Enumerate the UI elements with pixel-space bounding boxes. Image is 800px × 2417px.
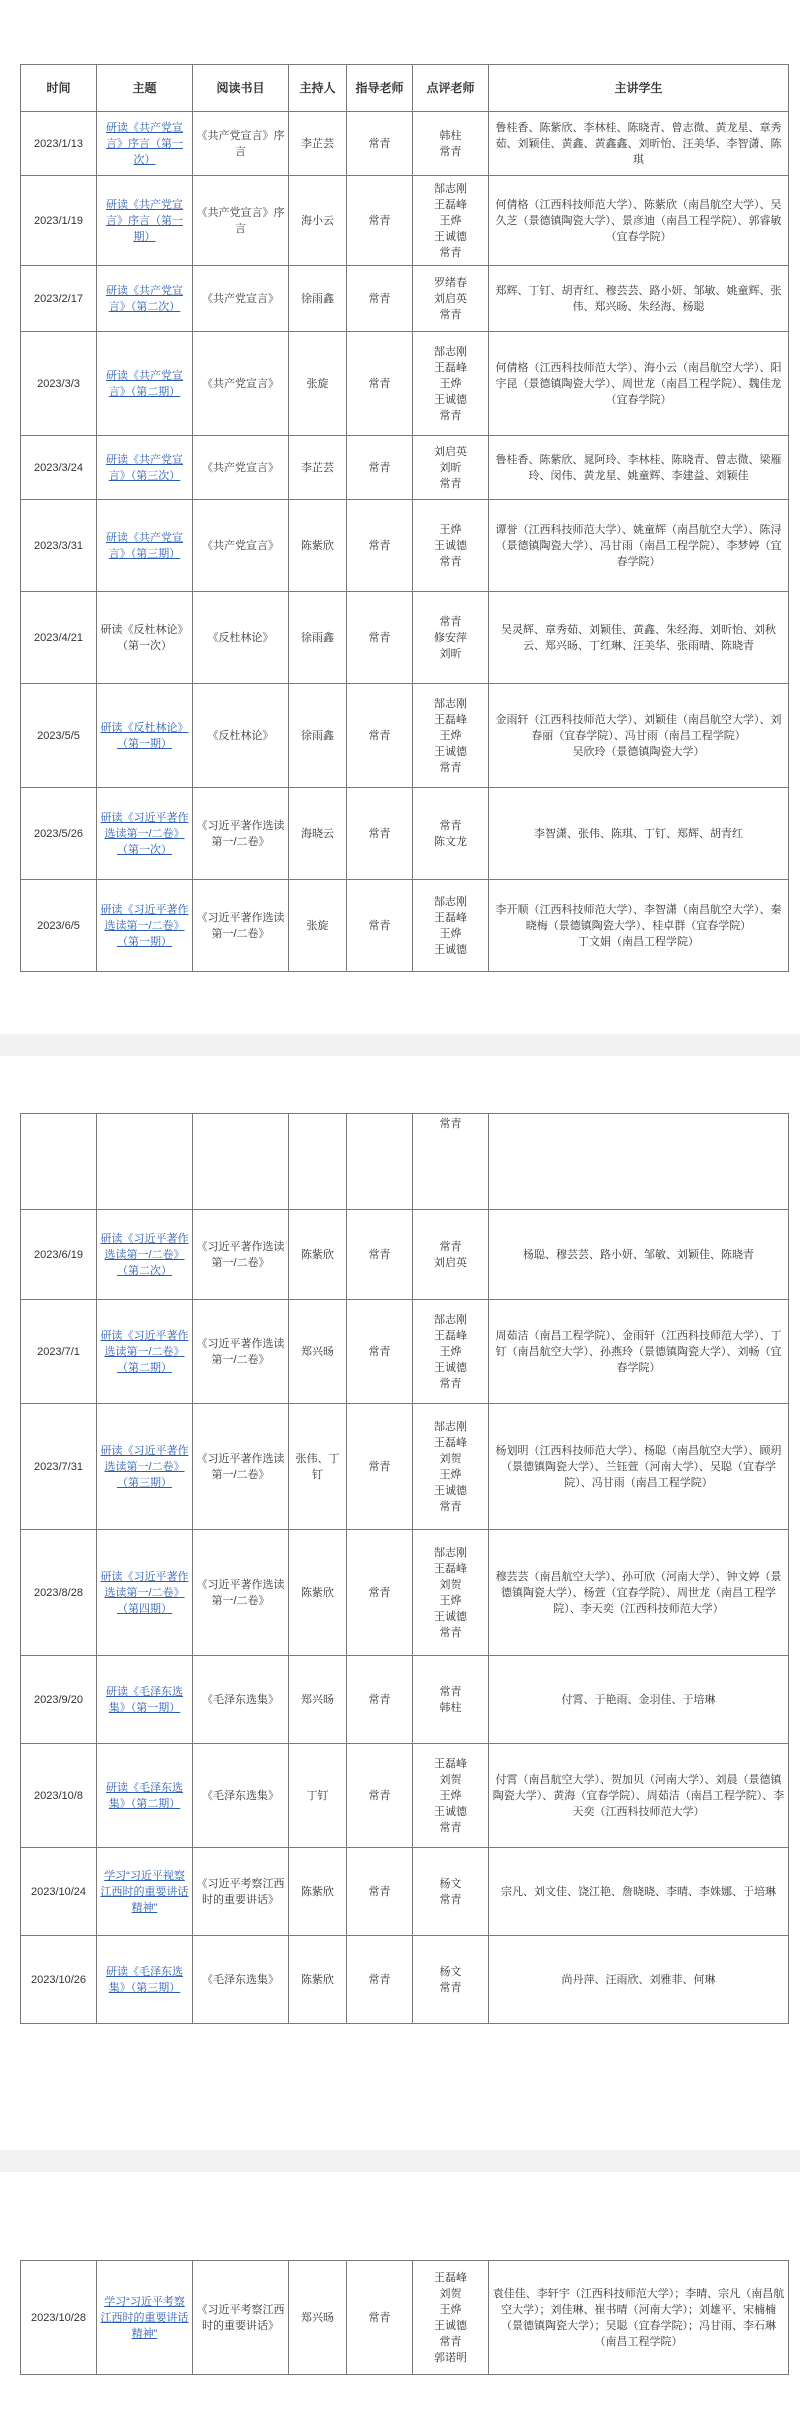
cell-date: 2023/5/26 <box>21 788 97 880</box>
reviewer-name: 王磊峰 <box>434 1757 467 1770</box>
reviewer-name: 王磊峰 <box>434 198 467 211</box>
topic-link[interactable]: 研读《共产党宣言》（第三次） <box>106 453 183 482</box>
table-row <box>21 1210 789 1300</box>
cell-date: 2023/6/5 <box>21 880 97 972</box>
topic-link[interactable]: 研读《毛泽东选集》（第一期） <box>106 1685 183 1714</box>
cell-advisor: 常青 <box>347 266 413 332</box>
cell-students <box>489 880 789 972</box>
reading-schedule-table <box>20 64 789 972</box>
cell-reviewers <box>413 1210 489 1300</box>
cell-date: 2023/3/31 <box>21 500 97 592</box>
cell-reviewers <box>413 1656 489 1744</box>
reviewer-name: 王磊峰 <box>434 911 467 924</box>
student-list: 尚丹萍、汪雨欣、刘雅菲、何琳 <box>561 1973 716 1986</box>
table-row <box>21 788 789 880</box>
cell-reviewers <box>413 332 489 436</box>
cell-date: 2023/2/17 <box>21 266 97 332</box>
reviewer-name: 杨文 <box>439 1965 462 1978</box>
reading-schedule-table <box>20 1113 789 2024</box>
cell-students <box>489 500 789 592</box>
cell-reviewers <box>413 788 489 880</box>
cell-students <box>489 332 789 436</box>
table-row <box>21 1848 789 1936</box>
reviewer-name: 常青 <box>439 145 462 158</box>
cell-topic <box>97 1848 193 1936</box>
cell-host: 张旋 <box>289 332 347 436</box>
reviewer-name: 王烨 <box>439 729 462 742</box>
reviewer-name: 刘贺 <box>439 1452 462 1465</box>
cell-book: 《习近平著作选读第一/二卷》 <box>193 1404 289 1530</box>
table-panel-1 <box>20 64 788 972</box>
cell-topic <box>97 880 193 972</box>
topic-link[interactable]: 研读《习近平著作选读第一/二卷》（第一期） <box>100 903 189 948</box>
reviewer-name: 王诚德 <box>434 1805 467 1818</box>
reviewer-name: 常青 <box>439 1821 462 1834</box>
cell-topic <box>97 684 193 788</box>
reviewer-name: 刘贺 <box>439 1578 462 1591</box>
table-row <box>21 1114 789 1210</box>
cell-students <box>489 176 789 266</box>
reviewer-name: 王诚德 <box>434 943 467 956</box>
page-gap <box>0 2150 800 2172</box>
cell-host: 张旋 <box>289 880 347 972</box>
cell-book: 《毛泽东选集》 <box>193 1656 289 1744</box>
cell-book: 《共产党宣言》序言 <box>193 112 289 176</box>
cell-topic <box>97 1114 193 1210</box>
cell-students <box>489 266 789 332</box>
cell-topic <box>97 1210 193 1300</box>
reviewer-name: 刘启英 <box>434 1256 467 1269</box>
student-list: 杨聪、穆芸芸、路小妍、邹敏、刘颖佳、陈晓青 <box>523 1248 754 1261</box>
cell-host <box>289 1114 347 1210</box>
cell-topic <box>97 592 193 684</box>
cell-book: 《共产党宣言》 <box>193 332 289 436</box>
reviewer-name: 郭诺明 <box>434 2351 467 2364</box>
cell-advisor: 常青 <box>347 112 413 176</box>
cell-host: 陈紫欣 <box>289 1936 347 2024</box>
cell-students <box>489 1300 789 1404</box>
cell-topic <box>97 436 193 500</box>
table-row <box>21 436 789 500</box>
reviewer-name: 常青 <box>439 1685 462 1698</box>
cell-advisor: 常青 <box>347 1300 413 1404</box>
reviewer-name: 常青 <box>439 409 462 422</box>
student-list: 何倩格（江西科技师范大学）、陈紫欣（南昌航空大学）、吴久芝（景德镇陶瓷大学）、景彦迪（南昌工程学院）、郭睿敏（宜春学院） <box>495 198 782 243</box>
cell-topic <box>97 2261 193 2375</box>
reviewer-name: 郜志刚 <box>434 182 467 195</box>
reviewer-name: 常青 <box>439 308 462 321</box>
topic-link[interactable]: 学习“习近平视察江西时的重要讲话精神” <box>100 1869 189 1914</box>
student-list: 丁文娟（南昌工程学院） <box>578 935 699 948</box>
header-date: 时间 <box>21 65 97 112</box>
cell-date: 2023/10/28 <box>21 2261 97 2375</box>
cell-host: 陈紫欣 <box>289 1530 347 1656</box>
reviewer-name: 王烨 <box>439 214 462 227</box>
cell-topic <box>97 1300 193 1404</box>
cell-reviewers <box>413 880 489 972</box>
reviewer-name: 郜志刚 <box>434 1546 467 1559</box>
cell-date: 2023/5/5 <box>21 684 97 788</box>
reviewer-name: 刘启英 <box>434 445 467 458</box>
topic-link[interactable]: 研读《共产党宣言》（第三期） <box>106 531 183 560</box>
reviewer-name: 王烨 <box>439 1594 462 1607</box>
cell-students <box>489 1744 789 1848</box>
cell-host: 郑兴旸 <box>289 1656 347 1744</box>
cell-date: 2023/7/1 <box>21 1300 97 1404</box>
cell-host: 李芷芸 <box>289 436 347 500</box>
cell-topic <box>97 112 193 176</box>
reviewer-name: 常青 <box>439 1981 462 1994</box>
topic-link[interactable]: 研读《习近平著作选读第一/二卷》（第四期） <box>100 1570 189 1615</box>
cell-book: 《习近平著作选读第一/二卷》 <box>193 880 289 972</box>
cell-students <box>489 1936 789 2024</box>
cell-date: 2023/9/20 <box>21 1656 97 1744</box>
topic-link[interactable]: 研读《共产党宣言》（第二次） <box>106 284 183 313</box>
cell-host: 丁钉 <box>289 1744 347 1848</box>
topic-link[interactable]: 研读《习近平著作选读第一/二卷》（第二次） <box>100 1232 189 1277</box>
topic-link[interactable]: 研读《反杜林论》（第一期） <box>100 721 189 750</box>
cell-date <box>21 1114 97 1210</box>
reviewer-name: 郜志刚 <box>434 345 467 358</box>
student-list: 杨划明（江西科技师范大学）、杨聪（南昌航空大学）、顾玥（景德镇陶瓷大学）、兰钰萱（河南大学）、吴聪（宜春学院）、冯甘雨（南昌工程学院） <box>495 1444 782 1489</box>
table-row <box>21 332 789 436</box>
reviewer-name: 陈文龙 <box>434 835 467 848</box>
reviewer-name: 王磊峰 <box>434 2271 467 2284</box>
cell-reviewers <box>413 1744 489 1848</box>
header-host: 主持人 <box>289 65 347 112</box>
table-row <box>21 266 789 332</box>
cell-topic <box>97 1744 193 1848</box>
cell-students <box>489 1404 789 1530</box>
reviewer-name: 常青 <box>439 1893 462 1906</box>
reviewer-name: 刘贺 <box>439 2287 462 2300</box>
cell-topic <box>97 1530 193 1656</box>
header-students: 主讲学生 <box>489 65 789 112</box>
topic-link[interactable]: 研读《毛泽东选集》（第二期） <box>106 1781 183 1810</box>
student-list: 穆芸芸（南昌航空大学）、孙可欣（河南大学）、钟文婷（景德镇陶瓷大学）、杨萱（宜春学院）、周世龙（南昌工程学院）、李天奕（江西科技师范大学） <box>495 1570 782 1615</box>
cell-advisor: 常青 <box>347 176 413 266</box>
cell-book: 《反杜林论》 <box>193 684 289 788</box>
cell-reviewers <box>413 1848 489 1936</box>
cell-host: 徐雨鑫 <box>289 266 347 332</box>
cell-date: 2023/10/24 <box>21 1848 97 1936</box>
cell-book: 《习近平著作选读第一/二卷》 <box>193 788 289 880</box>
cell-advisor: 常青 <box>347 1530 413 1656</box>
reviewer-name: 王烨 <box>439 2303 462 2316</box>
table-row <box>21 684 789 788</box>
student-list: 吴欣玲（景德镇陶瓷大学） <box>572 745 705 758</box>
cell-students <box>489 436 789 500</box>
table-row <box>21 880 789 972</box>
reviewer-name: 修安萍 <box>434 631 467 644</box>
header-book: 阅读书目 <box>193 65 289 112</box>
page-gap <box>0 1034 800 1056</box>
cell-host: 郑兴旸 <box>289 2261 347 2375</box>
cell-reviewers <box>413 436 489 500</box>
cell-book: 《习近平著作选读第一/二卷》 <box>193 1300 289 1404</box>
cell-reviewers <box>413 1936 489 2024</box>
cell-date: 2023/3/3 <box>21 332 97 436</box>
reviewer-name: 郜志刚 <box>434 895 467 908</box>
reviewer-name: 常青 <box>439 477 462 490</box>
cell-advisor <box>347 1114 413 1210</box>
cell-advisor: 常青 <box>347 1210 413 1300</box>
cell-topic <box>97 1936 193 2024</box>
reviewer-name: 刘贺 <box>439 1773 462 1786</box>
reviewer-name: 郜志刚 <box>434 697 467 710</box>
cell-students <box>489 112 789 176</box>
cell-date: 2023/3/24 <box>21 436 97 500</box>
cell-reviewers <box>413 1114 489 1210</box>
student-list: 周茹洁（南昌工程学院）、金雨轩（江西科技师范大学）、丁钉（南昌航空大学）、孙燕玲（景德镇陶瓷大学）、刘畅（宜春学院） <box>495 1329 782 1374</box>
table-header-row <box>21 65 789 112</box>
topic-link[interactable]: 学习“习近平考察江西时的重要讲话精神” <box>100 2295 189 2340</box>
cell-topic <box>97 500 193 592</box>
reviewer-name: 常青 <box>439 1240 462 1253</box>
student-list: 谭誉（江西科技师范大学）、姚童辉（南昌航空大学）、陈浔（景德镇陶瓷大学）、冯甘雨（南昌工程学院）、李梦婷（宜春学院） <box>495 523 782 568</box>
student-list: 付霄、于艳雨、金羽佳、于培琳 <box>561 1693 716 1706</box>
topic-link[interactable]: 研读《共产党宣言》序言（第一次） <box>106 121 183 166</box>
cell-advisor: 常青 <box>347 592 413 684</box>
cell-advisor: 常青 <box>347 788 413 880</box>
cell-book: 《共产党宣言》序言 <box>193 176 289 266</box>
cell-advisor: 常青 <box>347 684 413 788</box>
cell-students <box>489 2261 789 2375</box>
reviewer-name: 罗绪春 <box>434 276 467 289</box>
reviewer-name: 刘昕 <box>439 461 462 474</box>
reviewer-name: 常青 <box>439 1500 462 1513</box>
cell-advisor: 常青 <box>347 2261 413 2375</box>
cell-reviewers <box>413 1404 489 1530</box>
cell-book: 《习近平著作选读第一/二卷》 <box>193 1210 289 1300</box>
student-list: 付霄（南昌航空大学）、贺加贝（河南大学）、刘晨（景德镇陶瓷大学）、黄海（宜春学院）、周茹洁（南昌工程学院）、李天奕（江西科技师范大学） <box>492 1773 785 1818</box>
cell-date: 2023/4/21 <box>21 592 97 684</box>
cell-date: 2023/10/26 <box>21 1936 97 2024</box>
table-body <box>21 1114 789 2024</box>
topic-link[interactable]: 研读《习近平著作选读第一/二卷》（第二期） <box>100 1329 189 1374</box>
reviewer-name: 王诚德 <box>434 2319 467 2332</box>
cell-advisor: 常青 <box>347 332 413 436</box>
reviewer-name: 王烨 <box>439 1789 462 1802</box>
cell-advisor: 常青 <box>347 1404 413 1530</box>
table-row <box>21 112 789 176</box>
table-row <box>21 176 789 266</box>
cell-date: 2023/8/28 <box>21 1530 97 1656</box>
header-topic: 主题 <box>97 65 193 112</box>
student-list: 袁佳佳、李轩宇（江西科技师范大学）；李晴、宗凡（南昌航空大学）；刘佳琳、崔书晴（河南大学）；刘雄平、宋楠楠（景德镇陶瓷大学）；吴聪（宜春学院）；冯甘雨、李石琳（南昌工程学院） <box>492 2287 785 2348</box>
cell-host: 李芷芸 <box>289 112 347 176</box>
topic-link[interactable]: 研读《毛泽东选集》（第三期） <box>106 1965 183 1994</box>
reviewer-name: 王诚德 <box>434 745 467 758</box>
reviewer-name: 常青 <box>439 1377 462 1390</box>
reviewer-name: 王磊峰 <box>434 1329 467 1342</box>
cell-advisor: 常青 <box>347 1848 413 1936</box>
reviewer-name: 韩柱 <box>439 129 462 142</box>
cell-advisor: 常青 <box>347 500 413 592</box>
cell-topic <box>97 332 193 436</box>
cell-book: 《习近平考察江西时的重要讲话》 <box>193 2261 289 2375</box>
cell-topic <box>97 176 193 266</box>
cell-students <box>489 1848 789 1936</box>
cell-host: 张伟、丁钉 <box>289 1404 347 1530</box>
cell-date: 2023/10/8 <box>21 1744 97 1848</box>
cell-reviewers <box>413 176 489 266</box>
reviewer-name: 郜志刚 <box>434 1313 467 1326</box>
cell-reviewers <box>413 112 489 176</box>
cell-host: 徐雨鑫 <box>289 592 347 684</box>
table-row <box>21 1300 789 1404</box>
cell-host: 陈紫欣 <box>289 1210 347 1300</box>
student-list: 金雨轩（江西科技师范大学）、刘颖佳（南昌航空大学）、刘春丽（宜春学院）、冯甘雨（南昌工程学院） <box>495 713 782 742</box>
student-list: 鲁桂香、陈紫欣、晁阿玲、李林桂、陈晓青、曾志微、梁雁玲、闵伟、黄龙星、姚童辉、李建益、刘颖佳 <box>495 453 782 482</box>
reviewer-name: 王诚德 <box>434 1484 467 1497</box>
cell-host: 海晓云 <box>289 788 347 880</box>
cell-students <box>489 592 789 684</box>
cell-date: 2023/6/19 <box>21 1210 97 1300</box>
cell-book: 《习近平著作选读第一/二卷》 <box>193 1530 289 1656</box>
table-row <box>21 1744 789 1848</box>
cell-reviewers <box>413 684 489 788</box>
student-list: 何倩格（江西科技师范大学）、海小云（南昌航空大学）、阳宇昆（景德镇陶瓷大学）、周世龙（南昌工程学院）、魏佳龙（宜春学院） <box>495 361 782 406</box>
reviewer-name: 王烨 <box>439 377 462 390</box>
cell-advisor: 常青 <box>347 1744 413 1848</box>
student-list: 李开顺（江西科技师范大学）、李智潇（南昌航空大学）、秦晓梅（景德镇陶瓷大学）、桂卓群（宜春学院） <box>495 903 782 932</box>
header-reviewers: 点评老师 <box>413 65 489 112</box>
cell-host: 海小云 <box>289 176 347 266</box>
topic-link[interactable]: 研读《共产党宣言》（第二期） <box>106 369 183 398</box>
cell-students <box>489 684 789 788</box>
table-panel-3 <box>20 2260 788 2375</box>
reviewer-name: 王诚德 <box>434 539 467 552</box>
cell-book: 《毛泽东选集》 <box>193 1744 289 1848</box>
reviewer-name: 王磊峰 <box>434 713 467 726</box>
reviewer-name: 常青 <box>439 2335 462 2348</box>
student-list: 李智潇、张伟、陈琪、丁钉、郑辉、胡青红 <box>534 827 743 840</box>
cell-date: 2023/1/13 <box>21 112 97 176</box>
reviewer-name: 王烨 <box>439 523 462 536</box>
reviewer-name: 王诚德 <box>434 393 467 406</box>
table-body <box>21 2261 789 2375</box>
reviewer-name: 常青 <box>439 1118 462 1130</box>
topic-link[interactable]: 研读《习近平著作选读第一/二卷》（第一次） <box>100 811 189 856</box>
reviewer-name: 郜志刚 <box>434 1420 467 1433</box>
reviewer-name: 王诚德 <box>434 1361 467 1374</box>
reviewer-name: 杨文 <box>439 1877 462 1890</box>
topic-link[interactable]: 研读《习近平著作选读第一/二卷》（第三期） <box>100 1444 189 1489</box>
student-list: 吴灵辉、章秀茹、刘颖佳、黄鑫、朱经海、刘昕怡、刘秋云、郑兴旸、丁红琳、汪美华、张雨晴、陈晓青 <box>501 623 776 652</box>
reviewer-name: 韩柱 <box>439 1701 462 1714</box>
cell-topic <box>97 788 193 880</box>
reviewer-name: 王诚德 <box>434 1610 467 1623</box>
cell-book: 《共产党宣言》 <box>193 500 289 592</box>
cell-date: 2023/1/19 <box>21 176 97 266</box>
cell-host: 郑兴旸 <box>289 1300 347 1404</box>
cell-host: 陈紫欣 <box>289 500 347 592</box>
reviewer-name: 王烨 <box>439 927 462 940</box>
topic-link[interactable]: 研读《共产党宣言》序言（第一期） <box>106 198 183 243</box>
topic-text: 研读《反杜林论》（第一次） <box>100 623 189 652</box>
cell-advisor: 常青 <box>347 1936 413 2024</box>
cell-students <box>489 1530 789 1656</box>
table-row <box>21 1530 789 1656</box>
table-panel-2 <box>20 1113 788 2024</box>
table-row <box>21 2261 789 2375</box>
cell-book: 《习近平考察江西时的重要讲话》 <box>193 1848 289 1936</box>
reviewer-name: 刘昕 <box>439 647 462 660</box>
cell-book <box>193 1114 289 1210</box>
reviewer-name: 常青 <box>439 819 462 832</box>
table-row <box>21 592 789 684</box>
reviewer-name: 王烨 <box>439 1345 462 1358</box>
reviewer-name: 王磊峰 <box>434 361 467 374</box>
reviewer-name: 王磊峰 <box>434 1436 467 1449</box>
cell-book: 《毛泽东选集》 <box>193 1936 289 2024</box>
reviewer-name: 常青 <box>439 615 462 628</box>
table-row <box>21 1656 789 1744</box>
table-row <box>21 1404 789 1530</box>
cell-book: 《反杜林论》 <box>193 592 289 684</box>
table-body <box>21 112 789 972</box>
cell-reviewers <box>413 500 489 592</box>
reading-schedule-table <box>20 2260 789 2375</box>
cell-students <box>489 1656 789 1744</box>
reviewer-name: 常青 <box>439 555 462 568</box>
student-list: 郑辉、丁钉、胡青红、穆芸芸、路小妍、邹敏、姚童辉、张伟、郑兴旸、朱经海、杨聪 <box>495 284 782 313</box>
reviewer-name: 王磊峰 <box>434 1562 467 1575</box>
header-advisor: 指导老师 <box>347 65 413 112</box>
cell-reviewers <box>413 2261 489 2375</box>
reviewer-name: 常青 <box>439 246 462 259</box>
table-row <box>21 1936 789 2024</box>
cell-reviewers <box>413 1300 489 1404</box>
cell-topic <box>97 1404 193 1530</box>
cell-advisor: 常青 <box>347 1656 413 1744</box>
reviewer-name: 常青 <box>439 1626 462 1639</box>
cell-book: 《共产党宣言》 <box>193 436 289 500</box>
reviewer-name: 王烨 <box>439 1468 462 1481</box>
cell-reviewers <box>413 592 489 684</box>
reviewer-name: 王诚德 <box>434 230 467 243</box>
reviewer-name: 常青 <box>439 761 462 774</box>
student-list: 鲁桂香、陈紫欣、李林桂、陈晓青、曾志微、黄龙星、章秀茹、刘颖佳、黄鑫、黄鑫鑫、刘昕怡、汪美华、李智潇、陈琪 <box>495 121 782 166</box>
cell-reviewers <box>413 1530 489 1656</box>
cell-host: 徐雨鑫 <box>289 684 347 788</box>
cell-book: 《共产党宣言》 <box>193 266 289 332</box>
reviewer-name: 刘启英 <box>434 292 467 305</box>
student-list: 宗凡、刘文佳、饶江艳、詹晓晓、李晴、李姝娜、于培琳 <box>501 1885 776 1898</box>
table-row <box>21 500 789 592</box>
cell-topic <box>97 266 193 332</box>
cell-host: 陈紫欣 <box>289 1848 347 1936</box>
cell-students <box>489 1114 789 1210</box>
cell-students <box>489 1210 789 1300</box>
cell-topic <box>97 1656 193 1744</box>
cell-advisor: 常青 <box>347 880 413 972</box>
cell-date: 2023/7/31 <box>21 1404 97 1530</box>
cell-students <box>489 788 789 880</box>
cell-advisor: 常青 <box>347 436 413 500</box>
cell-reviewers <box>413 266 489 332</box>
